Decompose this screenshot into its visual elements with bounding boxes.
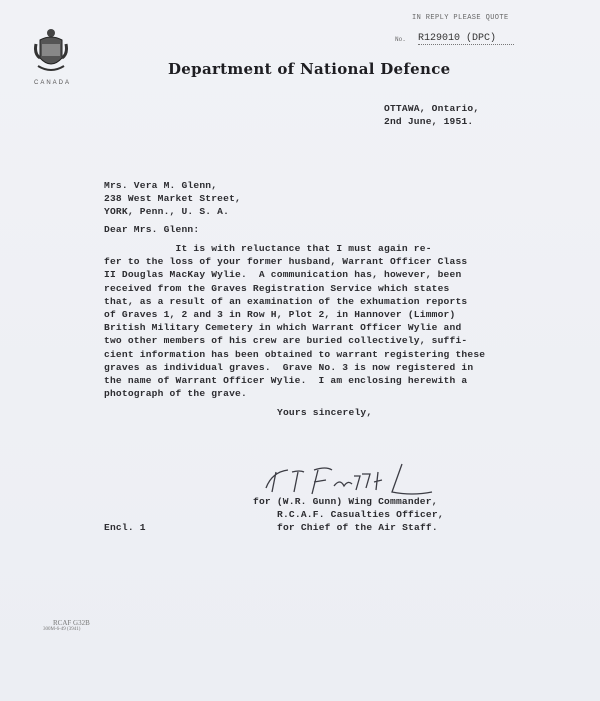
letter-body (104, 242, 486, 400)
signature-line: for Chief of the Air Staff. (277, 522, 438, 533)
closing: Yours sincerely, (277, 407, 373, 418)
body-line: the name of Warrant Officer Wylie. I am enclosing herewith a (104, 375, 468, 387)
emblem-label: CANADA (34, 80, 72, 86)
body-line: II Douglas MacKay Wylie. A communication has, however, been (104, 269, 462, 281)
coat-of-arms-icon (34, 28, 68, 76)
handwritten-signature (262, 462, 442, 498)
body-line: cient information has been obtained to warrant registering these (104, 348, 486, 360)
department-heading: Department of National Defence (168, 60, 451, 78)
body-line: two other members of his crew are buried collectively, suffi- (104, 335, 468, 347)
body-line: fer to the loss of your former husband, Warrant Officer Class (104, 256, 468, 268)
enclosure-note: Encl. 1 (104, 522, 146, 533)
reference-prefix: No. (395, 36, 406, 43)
body-line: British Military Cemetery in which Warrant Officer Wylie and (104, 322, 462, 334)
recipient-line: YORK, Penn., U. S. A. (104, 206, 230, 217)
body-line: received from the Graves Registration Service which states (104, 282, 450, 294)
signature-line: for (W.R. Gunn) Wing Commander, (253, 496, 438, 507)
place: OTTAWA, Ontario, (384, 103, 480, 114)
body-line: of Graves 1, 2 and 3 in Row H, Plot 2, in Hannover (Limmor) (104, 309, 456, 321)
reference-number: R129010 (DPC) (418, 33, 514, 45)
body-line: It is with reluctance that I must again re- (104, 243, 432, 254)
letter-date: 2nd June, 1951. (384, 116, 474, 127)
form-code: RCAF G32B (53, 619, 90, 627)
reply-note: IN REPLY PLEASE QUOTE (412, 14, 509, 22)
body-line: that, as a result of an examination of the exhumation reports (104, 295, 468, 307)
recipient-line: Mrs. Vera M. Glenn, (104, 180, 218, 191)
body-line: photograph of the grave. (104, 388, 247, 400)
salutation: Dear Mrs. Glenn: (104, 224, 200, 235)
body-line: graves as individual graves. Grave No. 3 is now registered in (104, 361, 474, 373)
signature-line: R.C.A.F. Casualties Officer, (277, 509, 444, 520)
recipient-line: 238 West Market Street, (104, 193, 242, 204)
form-print-code: 300M-6-49 (3941) (43, 627, 81, 632)
